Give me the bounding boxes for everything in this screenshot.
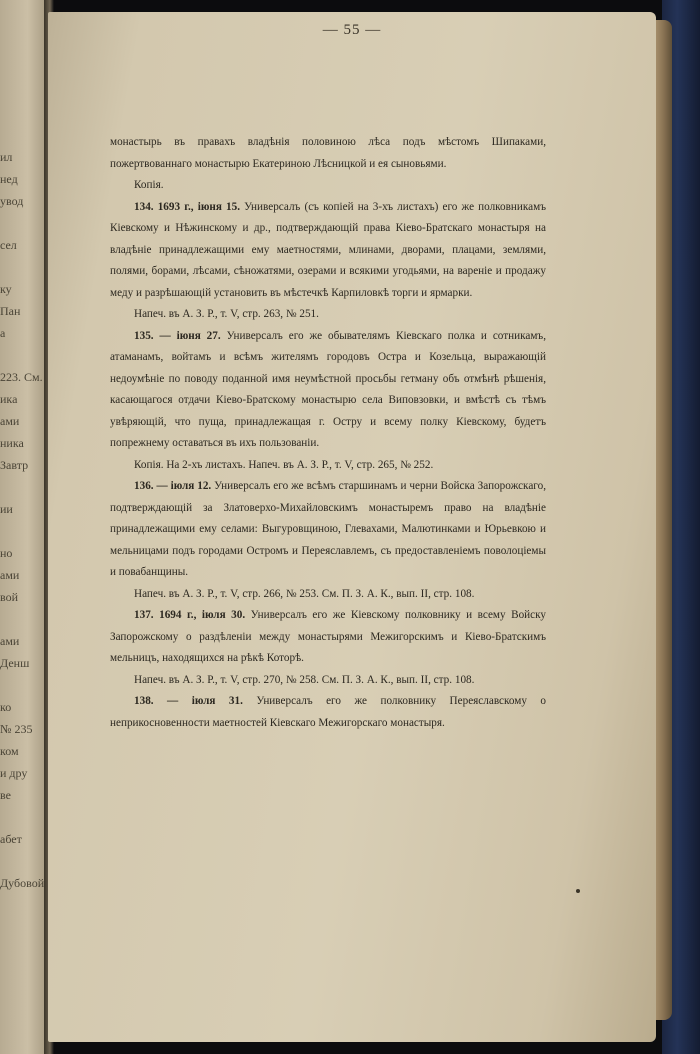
- paragraph: [110, 584, 546, 606]
- left-page-fragment: Денш: [0, 656, 30, 670]
- left-page-fragment: ами: [0, 414, 20, 428]
- right-page: [48, 12, 656, 1042]
- left-page-fragment: и дру: [0, 766, 28, 780]
- paragraph: [110, 304, 546, 326]
- left-page-fragment: увод: [0, 194, 24, 208]
- ink-mark: [576, 889, 580, 893]
- entry-heading: 137. 1694 г., іюля 30.: [134, 609, 246, 621]
- left-page-fragment: ника: [0, 436, 24, 450]
- left-page-fragment: 223. См.: [0, 370, 43, 384]
- paragraph-text: Универсалъ (съ копіей на 3-хъ листахъ) его же полковникамъ Кіевскому и Нѣжинскому и др., подтверждающій права Кіево-Братскаго монастыря на владѣніе принадлежащими ему маетностями, млинами, дворами, плацами, землями, полями, борами, лѣсами, сѣножатями, озерами и всякими угодьями, на вареніе и продажу меду и разрѣшающій установить въ мѣстечкѣ Карпиловкѣ торги и ярмарки.: [110, 200, 546, 299]
- paragraph: [110, 175, 546, 197]
- entry-heading: 138. — іюля 31.: [134, 695, 243, 707]
- left-page-fragment: ил: [0, 150, 13, 164]
- entry-heading: 135. — іюня 27.: [134, 329, 221, 342]
- left-page-fragment: ку: [0, 282, 12, 296]
- paragraph: [110, 670, 546, 692]
- left-page-fragment: ии: [0, 502, 13, 516]
- entry-heading: 134. 1693 г., іюня 15.: [134, 200, 240, 213]
- paragraph: [110, 605, 546, 670]
- left-page-fragment: абет: [0, 832, 22, 846]
- left-page-fragment: сел: [0, 238, 17, 252]
- paragraph-text: Универсалъ его же обывателямъ Кіевскаго полка и сотникамъ, атаманамъ, войтамъ и всѣмъ жителямъ городовъ Остра и Козельца, выражающій недоумѣніе по поводу поданной имя неумѣстной просьбы гетману объ отмѣнѣ рѣшенія, касающагося отдачи Кіево-Братскому монастырю села Виповзовки, и вмѣстѣ съ тѣмъ увѣряющій, что пуща, принадлежащая г. Остру и всему полку Кіевскому, будетъ попрежнему оставаться въ ихъ пользованіи.: [110, 329, 546, 449]
- left-page-fragment: Дубовой: [0, 876, 45, 890]
- paragraph-text: Напеч. въ А. З. Р., т. V, стр. 263, № 251.: [134, 308, 319, 320]
- paragraph-text: Копія.: [134, 179, 164, 191]
- left-page-fragment: но: [0, 546, 13, 560]
- paragraph-text: Универсалъ его же Кіевскому полковнику и всему Войску Запорожскому о раздѣленіи между монастырями Межигорскимъ и Кіево-Братскимъ мельницъ, находящихся на рѣкѣ Которѣ.: [110, 609, 546, 664]
- left-page-fragment: ика: [0, 392, 18, 406]
- paragraph-text: Универсалъ его же полковнику Переяславскому о неприкосновенности маетностей Кіевскаго Межигорскаго монастыря.: [110, 695, 546, 729]
- paragraph: [110, 691, 546, 734]
- paragraph-text: монастырь въ правахъ владѣнія половиною лѣса подъ мѣстомъ Шипаками, пожертвованнаго монастырю Екатериною Лѣсницкой и ея сыновьями.: [110, 136, 546, 170]
- paragraph: [110, 132, 546, 175]
- paragraph: [110, 455, 546, 477]
- paragraph-text: Копія. На 2-хъ листахъ. Напеч. въ А. З. Р., т. V, стр. 265, № 252.: [134, 458, 434, 471]
- paragraph: [110, 326, 546, 455]
- left-page: [0, 0, 46, 1054]
- left-page-fragment: ве: [0, 788, 11, 802]
- left-page-fragment: ами: [0, 568, 20, 582]
- left-page-fragment: вой: [0, 590, 19, 604]
- left-page-fragment: № 235: [0, 722, 33, 736]
- entry-heading: 136. — іюля 12.: [134, 480, 212, 492]
- left-page-fragment: ко: [0, 700, 12, 714]
- paragraph: [110, 197, 546, 305]
- left-page-fragment: ами: [0, 634, 20, 648]
- page-text: [110, 132, 546, 734]
- page-number: — 55 —: [322, 22, 382, 38]
- paragraph: [110, 476, 546, 584]
- left-page-fragment: нед: [0, 172, 18, 186]
- left-page-fragment: Пан: [0, 304, 21, 318]
- left-page-fragment: Завтр: [0, 458, 29, 472]
- left-page-fragment: а: [0, 326, 6, 340]
- left-page-fragment: ком: [0, 744, 19, 758]
- paragraph-text: Универсалъ его же всѣмъ старшинамъ и черни Войска Запорожскаго, подтверждающій за Златоверхо-Михайловскимъ монастыремъ право на владѣніе принадлежащими ему селами: Выгуровщиною, Глевахами, Малютинками и Юрьевкою и мельницами подъ городами Остромъ и Переяславлемъ, съ предоставленіемъ поволоціемы и повабанщины.: [110, 480, 546, 578]
- paragraph-text: Напеч. въ А. З. Р., т. V, стр. 266, № 253. См. П. З. А. К., вып. II, стр. 108.: [134, 587, 475, 600]
- paragraph-text: Напеч. въ А. З. Р., т. V, стр. 270, № 258. См. П. З. А. К., вып. II, стр. 108.: [134, 673, 475, 686]
